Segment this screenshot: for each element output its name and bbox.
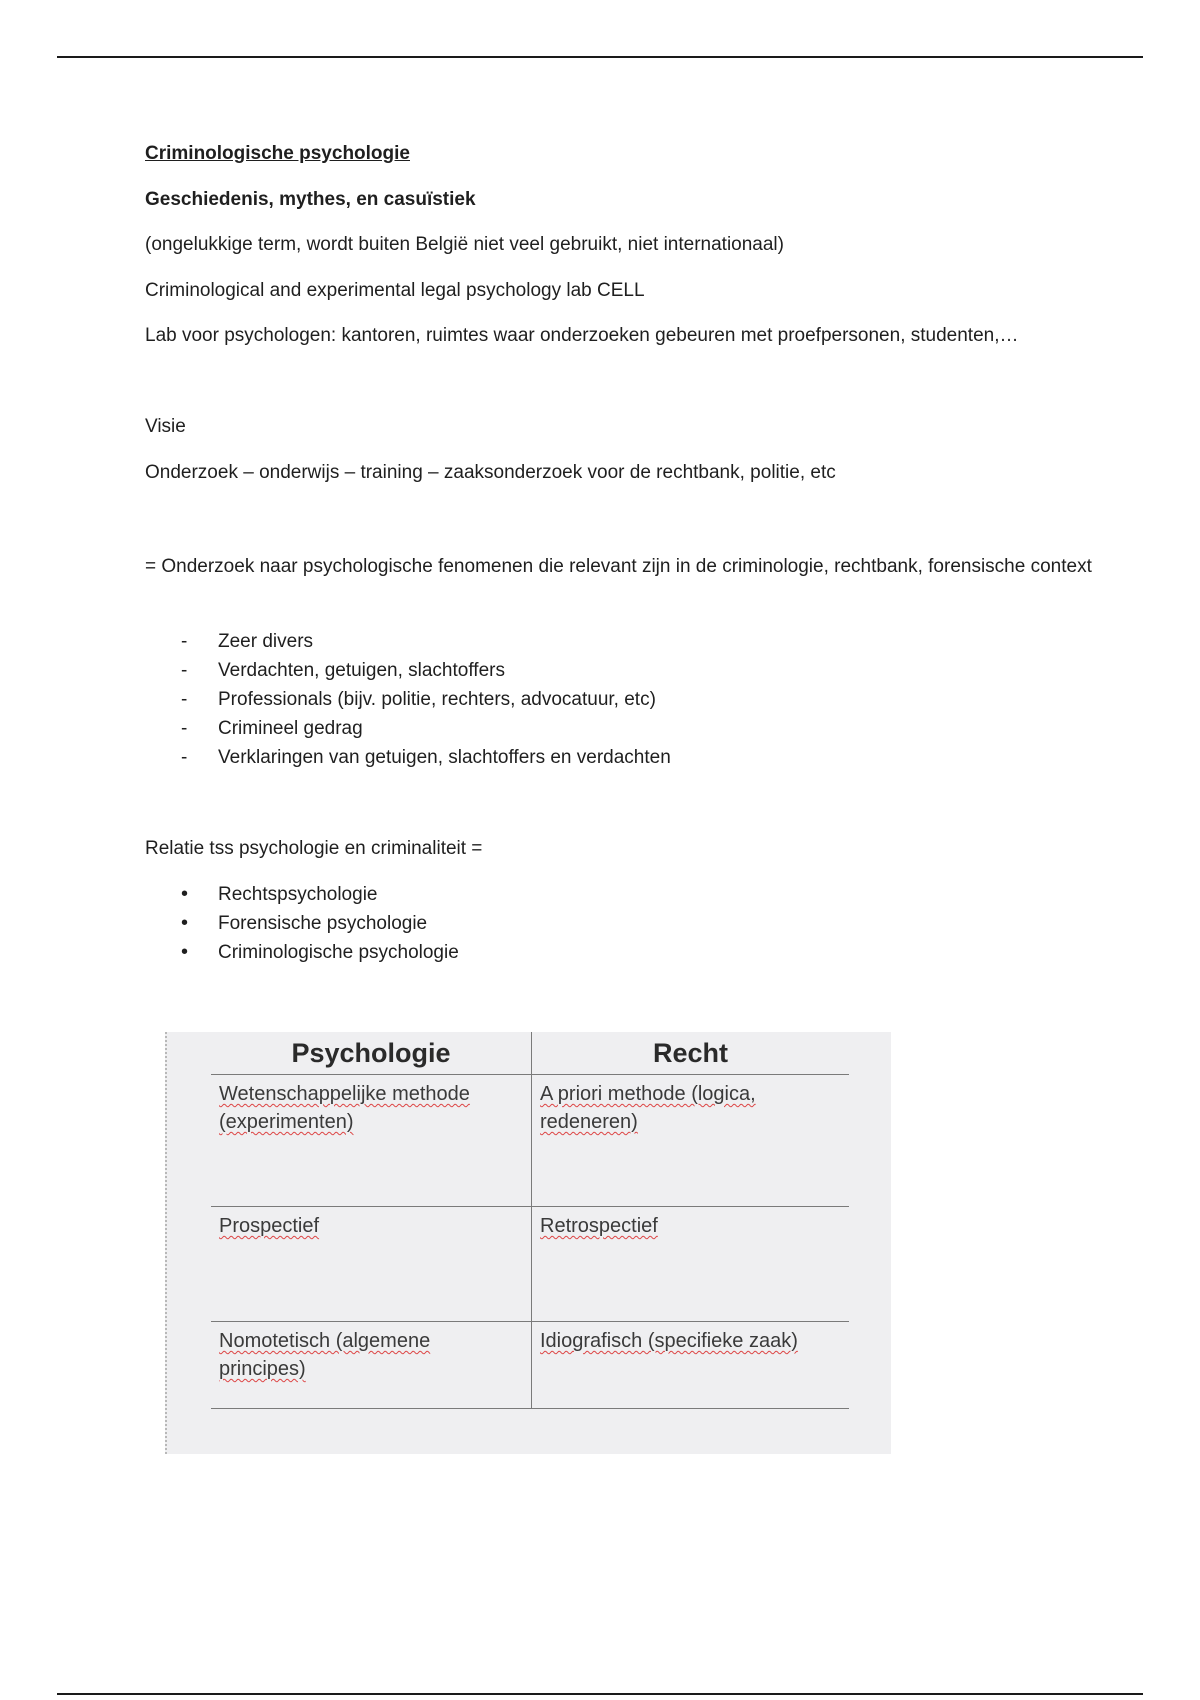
table-row-divider: [211, 1408, 849, 1409]
paragraph-lab-name: Criminological and experimental legal psychology lab CELL: [145, 280, 645, 301]
list-item: • Rechtspsychologie: [181, 883, 378, 905]
table-cell: Wetenschappelijke methode (experimenten): [219, 1083, 470, 1133]
table-row-divider: [211, 1206, 849, 1207]
list-item: - Verklaringen van getuigen, slachtoffers en verdachten: [181, 747, 671, 768]
relatie-paragraph: Relatie tss psychologie en criminaliteit =: [145, 838, 483, 859]
paragraph-term-note: (ongelukkige term, wordt buiten België niet veel gebruikt, niet internationaal): [145, 234, 784, 255]
comparison-table: [211, 1032, 849, 1408]
dash-list: [145, 627, 671, 772]
bullet-list: [145, 880, 459, 967]
list-item: - Crimineel gedrag: [181, 718, 363, 739]
table-cell: A priori methode (logica, redeneren): [540, 1083, 756, 1133]
table-cell: Prospectief: [219, 1215, 320, 1237]
document-title: Criminologische psychologie: [145, 143, 410, 164]
list-item: • Forensische psychologie: [181, 912, 428, 934]
header-rule: [57, 56, 1143, 58]
visie-text: Onderzoek – onderwijs – training – zaaksonderzoek voor de rechtbank, politie, etc: [145, 462, 836, 483]
table-row-divider: [211, 1321, 849, 1322]
table-column-divider: [531, 1032, 532, 1408]
table-cell: Retrospectief: [540, 1215, 658, 1237]
list-item: - Zeer divers: [181, 631, 314, 652]
paragraph-lab-description: Lab voor psychologen: kantoren, ruimtes waar onderzoeken gebeuren met proefpersonen, studenten,…: [145, 325, 1019, 346]
table-header-psychologie: Psychologie: [291, 1038, 451, 1068]
comparison-table-image: [165, 1032, 891, 1454]
table-row-divider: [211, 1074, 849, 1075]
footer-rule: [57, 1693, 1143, 1695]
definition-paragraph: = Onderzoek naar psychologische fenomenen die relevant zijn in de criminologie, rechtbank, forensische context: [145, 556, 1092, 577]
list-item: • Criminologische psychologie: [181, 941, 459, 963]
table-header-recht: Recht: [652, 1038, 728, 1068]
table-cell: Nomotetisch (algemene principes): [219, 1330, 431, 1380]
list-item: - Professionals (bijv. politie, rechters, advocatuur, etc): [181, 689, 656, 710]
table-cell: Idiografisch (specifieke zaak): [540, 1330, 798, 1352]
list-item: - Verdachten, getuigen, slachtoffers: [181, 660, 505, 681]
document-subtitle: Geschiedenis, mythes, en casuïstiek: [145, 189, 476, 210]
visie-heading: Visie: [145, 416, 186, 437]
